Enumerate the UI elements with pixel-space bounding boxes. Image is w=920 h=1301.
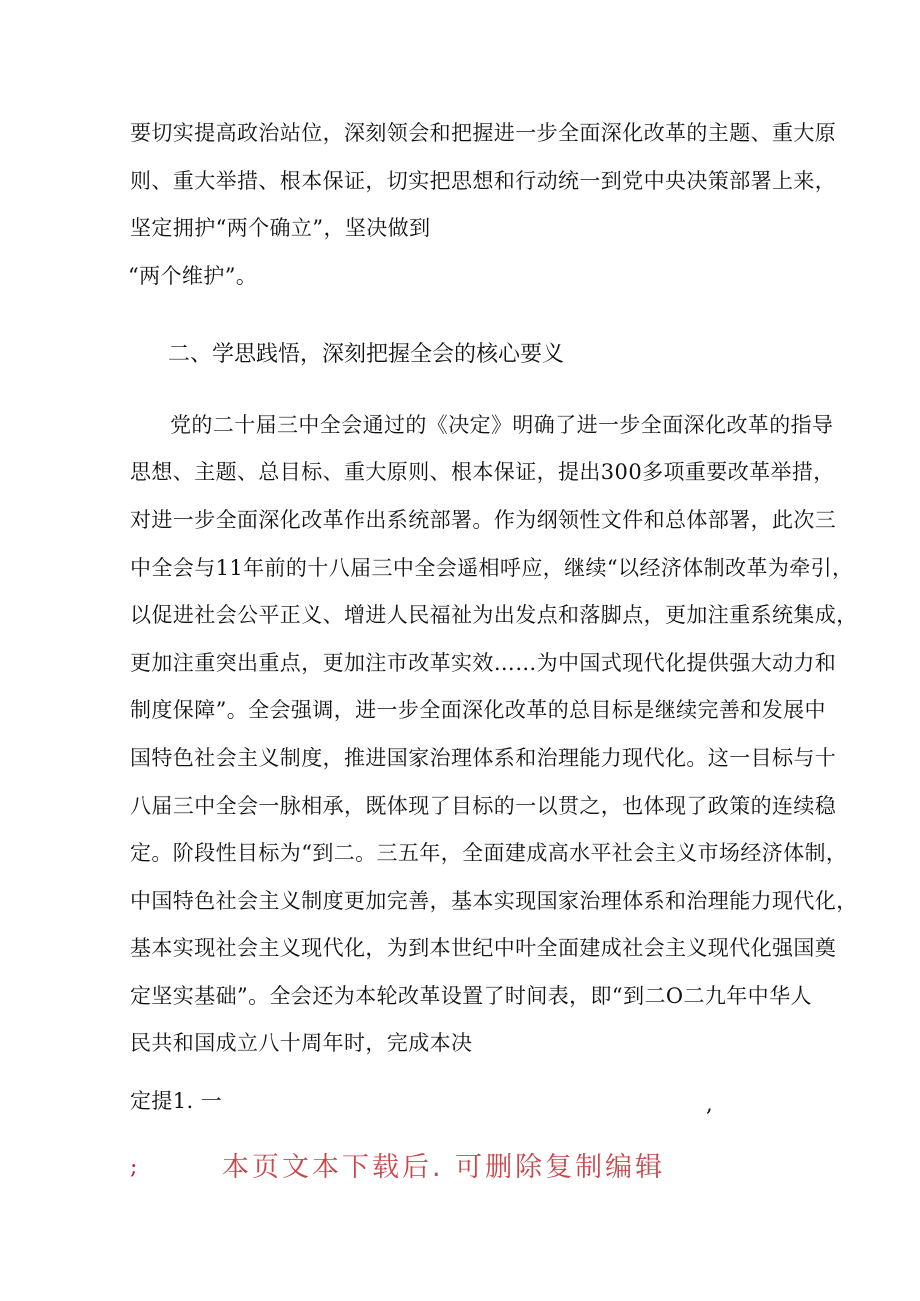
paragraph2-line-8: 国特色社会主义制度，推进国家治理体系和治理能力现代化。这一目标与十 [130, 746, 837, 770]
paragraph2-line-6: 更加注重突出重点，更加注市改革实效……为中国式现代化提供强大动力和 [130, 651, 837, 675]
paragraph2-line-9: 八届三中全会一脉相承，既体现了目标的一以贯之，也体现了政策的连续稳 [130, 794, 837, 818]
download-note: 本页文本下载后. 可删除复制编辑 [222, 1152, 666, 1183]
paragraph2-line-12: 基本实现社会主义现代化，为到本世纪中叶全面建成社会主义现代化强国奠 [130, 936, 837, 960]
paragraph2-line-13: 定坚实基础”。全会还为本轮改革设置了时间表，即“到二O二九年中华人 [130, 984, 812, 1008]
fragment-comma: , [706, 1092, 713, 1116]
paragraph2-line-5: 以促进社会公平正义、增进人民福祉为出发点和落脚点，更加注重系统集成， [130, 603, 858, 627]
paragraph2-line-1: 党的二十届三中全会通过的《决定》明确了进一步全面深化改革的指导 [170, 413, 834, 437]
paragraph2-line-3: 对进一步全面深化改革作出系统部署。作为纲领性文件和总体部署，此次三 [130, 508, 837, 532]
paragraph2-line-14: 民共和国成立八十周年时，完成本决 [130, 1031, 473, 1055]
paragraph2-line-2: 思想、主题、总目标、重大原则、根本保证，提出300多项重要改革举措， [130, 460, 835, 484]
paragraph1-line-2: 则、重大举措、根本保证，切实把思想和行动统一到党中央决策部署上来， [130, 169, 837, 193]
paragraph2-line-10: 定。阶段性目标为“到二。三五年，全面建成高水平社会主义市场经济体制， [130, 841, 848, 865]
paragraph1-line-4: “两个维护”。 [128, 264, 258, 288]
paragraph1-line-1: 要切实提高政治站位，深刻领会和把握进一步全面深化改革的主题、重大原 [130, 121, 837, 145]
paragraph2-line-7: 制度保障”。全会强调，进一步全面深化改革的总目标是继续完善和发展中 [130, 698, 826, 722]
paragraph1-line-3: 坚定拥护“两个确立”，坚决做到 [130, 216, 431, 240]
paragraph2-line-11: 中国特色社会主义制度更加完善，基本实现国家治理体系和治理能力现代化， [130, 889, 858, 913]
footer-semicolon: ; [130, 1155, 138, 1180]
fragment-text: 定提1. 一 [130, 1089, 223, 1113]
section-heading: 二、学思践悟，深刻把握全会的核心要义 [168, 342, 565, 367]
paragraph2-line-4: 中全会与11年前的十八届三中全会遥相呼应，继续“以经济体制改革为牵引， [130, 556, 854, 580]
